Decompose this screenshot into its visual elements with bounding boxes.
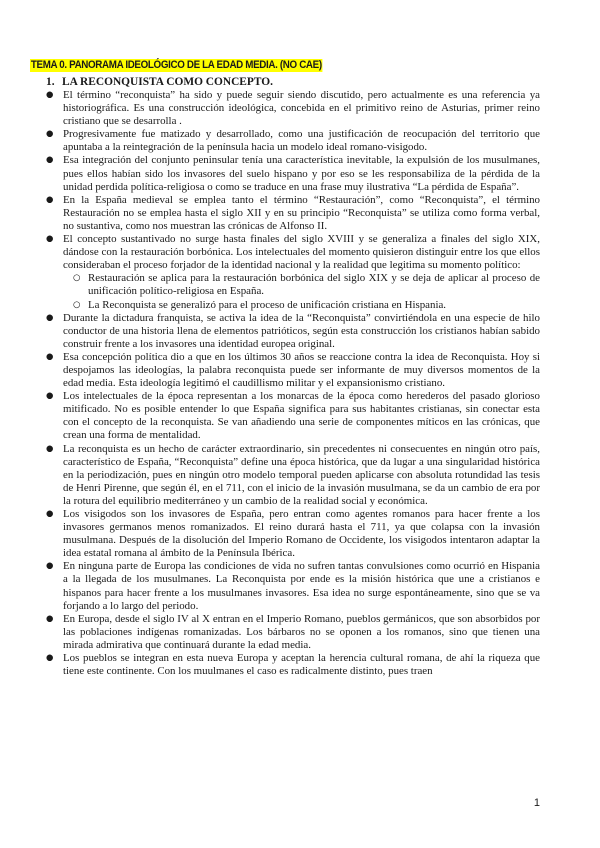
document-title: TEMA 0. PANORAMA IDEOLÓGICO DE LA EDAD MEDIA. (NO CAE)	[30, 59, 322, 71]
list-item: ● Esa concepción política dio a que en los últimos 30 años se reaccione contra la idea de Reconquista. Hoy si despojamos las ideologías, la palabra reconquista puede ser informante de muy diversos momentos de la edad media. Esta ideología legitimó el caudillismo militar y el expansionismo cristiano.	[63, 351, 540, 390]
list-item: ● Durante la dictadura franquista, se activa la idea de la “Reconquista” convirtiéndola en una especie de hilo conductor de una historia llena de elementos patrióticos, según esta construcción los cristianos habían sabido construir frente a los invasores una identidad europea original.	[63, 312, 540, 351]
section-heading	[46, 75, 273, 89]
bullet-list	[63, 89, 540, 678]
list-item: ● La reconquista es un hecho de carácter extraordinario, sin precedentes ni consecuentes en ningún otro país, característico de España, “Reconquista” define una época histórica, que da lugar a una singularidad histórica en la periodización, pues en ningún otro modelo temporal pueden aplicarse con absoluta rotundidad las tesis de Henri Pirenne, que según él, en el 711, con el inicio de la invasión musulmana, se da un cambio de era por la rotura del equilibrio mediterráneo y un cambio de la realidad social y económica.	[63, 443, 540, 508]
list-item: ● Los intelectuales de la época representan a los monarcas de la época como herederos del pasado glorioso mitificado. No es posible entender lo que España significa para sus habitantes cristianas, sin conectar esta con el concepto de la reconquista. Se van añadiendo una serie de componentes míticos en las crónicas, que crean una forma de mentalidad.	[63, 390, 540, 442]
list-item: ● Progresivamente fue matizado y desarrollado, como una justificación de reocupación del territorio que apuntaba a la reintegración de la península hacia un modelo ideal romano-visigodo.	[63, 128, 540, 154]
list-item	[63, 233, 540, 312]
sub-list-item: ○ La Reconquista se generalizó para el proceso de unificación cristiana en Hispania.	[88, 299, 540, 312]
list-item: ● Esa integración del conjunto peninsular tenía una característica inevitable, la expulsión de los musulmanes, pues ellos habían sido los invasores del suelo hispano y por eso se les responsabiliza de la pérdida de la unidad perdida política-religiosa o como se traduce en una frase muy ilustrativa “La pérdida de España”.	[63, 154, 540, 193]
page-number: 1	[533, 797, 540, 809]
list-item: ● Los pueblos se integran en esta nueva Europa y aceptan la herencia cultural romana, de ahí la riqueza que tiene este continente. Con los muulmanes el caso es radicalmente distinto, pues traen	[63, 652, 540, 678]
list-item: ● En la España medieval se emplea tanto el término “Restauración”, como “Reconquista”, el término Restauración no se emplea hasta el siglo XII y en su principio “Reconquista” se utiliza como forma verbal, no sustantiva, como nos muestran las crónicas de Alfonso II.	[63, 194, 540, 233]
document-body	[63, 89, 540, 678]
list-item-text: El concepto sustantivado no surge hasta finales del siglo XVIII y se generaliza a finales del siglo XIX, dándose con la restauración borbónica. Los intelectuales del momento quisieron distinguir entre los que ellos consideraban el proceso forjador de la identidad nacional y la realidad que legitima su momento político:	[63, 233, 540, 272]
section-title: LA RECONQUISTA COMO CONCEPTO.	[62, 76, 273, 88]
sub-bullet-list	[63, 272, 540, 311]
list-item: ● El término “reconquista” ha sido y puede seguir siendo discutido, pero actualmente es una referencia ya historiográfica. Es una construcción ideológica, concebida en el primitivo reino de Asturias, primer reino cristiano que se desarrolla .	[63, 89, 540, 128]
section-number: 1.	[46, 76, 55, 88]
list-item: ● En ninguna parte de Europa las condiciones de vida no sufren tantas convulsiones como ocurrió en Hispania a la llegada de los musulmanes. La Reconquista por ende es la misión histórica que une a cristianos e hispanos para hacer frente a los musulmanes invasores. Esa idea no surge espontáneamente, sino que se va forjando a lo largo del periodo.	[63, 560, 540, 612]
sub-list-item: ○ Restauración se aplica para la restauración borbónica del siglo XIX y se deja de aplicar al proceso de unificación político-religiosa en España.	[88, 272, 540, 298]
list-item: ● En Europa, desde el siglo IV al X entran en el Imperio Romano, pueblos germánicos, que son absorbidos por las poblaciones indígenas romanizadas. Los bárbaros no se oponen a los romanos, sino que tienen una mirada admirativa que continuará durante la edad media.	[63, 613, 540, 652]
list-item: ● Los visigodos son los invasores de España, pero entran como agentes romanos para hacer frente a los invasores germanos menos romanizados. El reino durará hasta el 711, ya que colapsa con la invasión musulmana. Después de la disolución del Imperio Romano de Occidente, los visigodos intentaron adaptar la idea estatal romana al ámbito de la Península Ibérica.	[63, 508, 540, 560]
